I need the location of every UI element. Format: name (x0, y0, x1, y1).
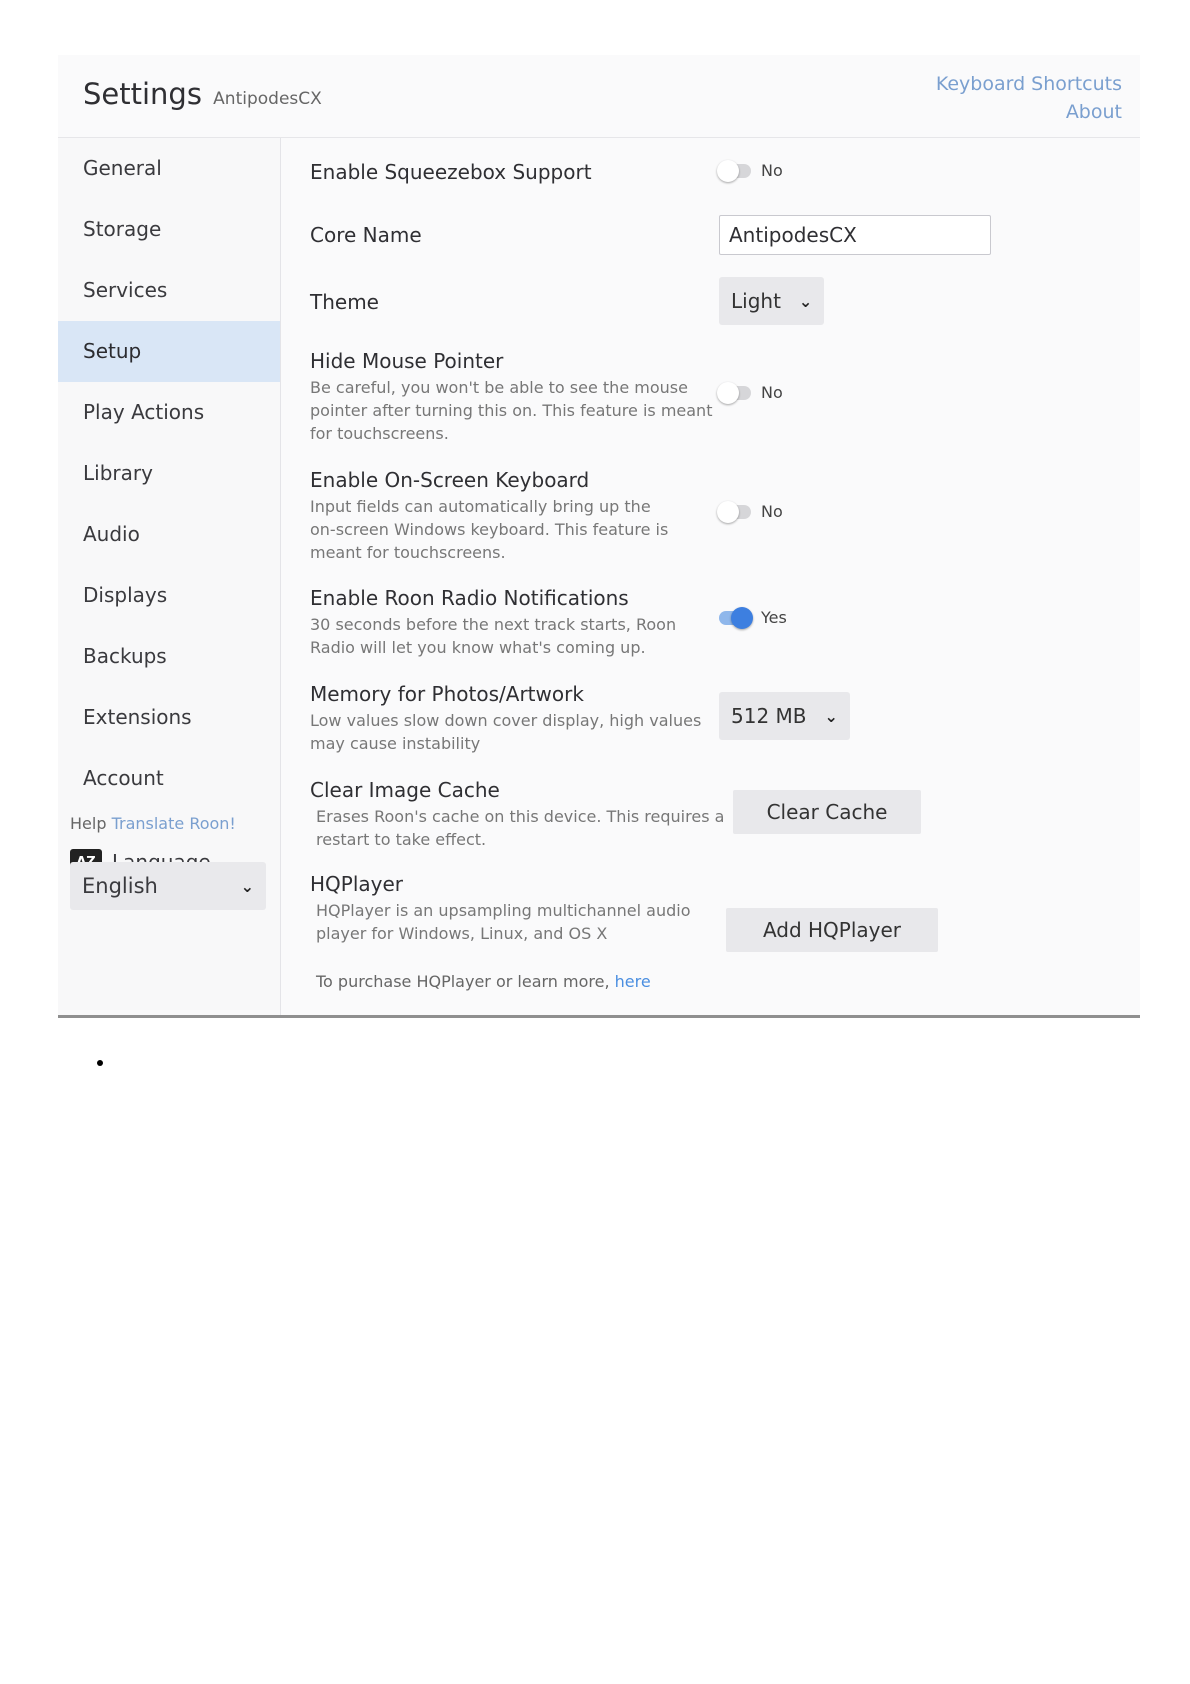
hide-mouse-value: No (761, 383, 783, 402)
core-subtitle: AntipodesCX (213, 89, 322, 109)
sidebar-item-services[interactable]: Services (83, 278, 168, 302)
keyboard-shortcuts-link[interactable]: Keyboard Shortcuts (935, 73, 1122, 95)
desc-line: Low values slow down cover display, high values (310, 711, 702, 730)
memory-row (310, 682, 701, 755)
desc-line: on-screen Windows keyboard. This feature is (310, 520, 669, 539)
sidebar-item-setup[interactable]: Setup (58, 321, 280, 382)
sidebar-item-storage[interactable]: Storage (83, 217, 162, 241)
cache-label: Clear Image Cache (310, 778, 500, 802)
keyboard-row (310, 468, 668, 564)
sidebar-item-backups[interactable]: Backups (83, 644, 167, 668)
radio-value: Yes (761, 608, 787, 627)
theme-label: Theme (310, 290, 379, 314)
sidebar-item-account[interactable]: Account (83, 766, 164, 790)
hide-mouse-label: Hide Mouse Pointer (310, 349, 504, 373)
toggle-knob (717, 501, 739, 523)
theme-row (310, 290, 379, 314)
squeezebox-value: No (761, 161, 783, 180)
sidebar-item-extensions[interactable]: Extensions (83, 705, 192, 729)
toggle-track (719, 505, 751, 519)
desc-line: HQPlayer is an upsampling multichannel audio (316, 901, 691, 920)
keyboard-value: No (761, 502, 783, 521)
core-name-field[interactable]: AntipodesCX (719, 215, 991, 255)
desc-line: pointer after turning this on. This feature is meant (310, 401, 713, 420)
sidebar-item-displays[interactable]: Displays (83, 583, 168, 607)
chevron-down-icon: ⌄ (798, 291, 813, 311)
keyboard-label: Enable On-Screen Keyboard (310, 468, 590, 492)
squeezebox-row (310, 160, 592, 184)
purchase-here-link[interactable]: here (614, 972, 651, 991)
sidebar-item-play-actions[interactable]: Play Actions (83, 400, 205, 424)
theme-select[interactable] (719, 277, 824, 325)
sidebar-item-audio[interactable]: Audio (83, 522, 140, 546)
help-label: Help (70, 814, 107, 833)
page-title (83, 77, 322, 111)
sidebar-item-general[interactable]: General (83, 156, 162, 180)
hide-mouse-row (310, 349, 712, 445)
hqplayer-desc (310, 899, 690, 945)
radio-toggle[interactable] (719, 608, 787, 627)
squeezebox-label: Enable Squeezebox Support (310, 160, 592, 184)
desc-line: restart to take effect. (316, 830, 487, 849)
memory-label: Memory for Photos/Artwork (310, 682, 584, 706)
desc-line: Input fields can automatically bring up the (310, 497, 651, 516)
list-bullet (97, 1060, 103, 1066)
header-links (936, 70, 1122, 126)
memory-value: 512 MB (731, 704, 807, 728)
hide-mouse-desc (310, 376, 712, 445)
core-name-row (310, 223, 422, 247)
purchase-text: To purchase HQPlayer or learn more, (316, 972, 610, 991)
clear-cache-button[interactable]: Clear Cache (733, 790, 921, 834)
desc-line: meant for touchscreens. (310, 543, 506, 562)
core-name-label: Core Name (310, 223, 422, 247)
language-value: English (82, 874, 158, 898)
radio-label: Enable Roon Radio Notifications (310, 586, 629, 610)
title-text: Settings (83, 77, 202, 111)
hide-mouse-toggle[interactable] (719, 383, 783, 402)
radio-row (310, 586, 676, 659)
language-select[interactable] (70, 862, 266, 910)
memory-desc (310, 709, 701, 755)
desc-line: Be careful, you won't be able to see the mouse (310, 378, 688, 397)
desc-line: for touchscreens. (310, 424, 449, 443)
help-translate (70, 814, 236, 833)
radio-desc (310, 613, 676, 659)
desc-line: Erases Roon's cache on this device. This requires a (316, 807, 725, 826)
toggle-track (719, 611, 751, 625)
chevron-down-icon: ⌄ (240, 876, 254, 896)
cache-desc (310, 805, 724, 851)
toggle-track (719, 164, 751, 178)
squeezebox-toggle[interactable] (719, 161, 783, 180)
cache-row (310, 778, 724, 851)
desc-line: 30 seconds before the next track starts, Roon (310, 615, 677, 634)
toggle-knob (717, 382, 739, 404)
sidebar-item-library[interactable]: Library (83, 461, 153, 485)
toggle-knob (731, 607, 753, 629)
desc-line: Radio will let you know what's coming up. (310, 638, 646, 657)
memory-select[interactable] (719, 692, 850, 740)
keyboard-toggle[interactable] (719, 502, 783, 521)
settings-header (58, 55, 1140, 138)
toggle-knob (717, 160, 739, 182)
chevron-down-icon: ⌄ (824, 706, 838, 726)
hqplayer-label: HQPlayer (310, 872, 404, 896)
add-hqplayer-button[interactable]: Add HQPlayer (726, 908, 938, 952)
toggle-track (719, 386, 751, 400)
keyboard-desc (310, 495, 668, 564)
hqplayer-purchase (316, 972, 651, 991)
settings-panel (58, 55, 1140, 1018)
desc-line: may cause instability (310, 734, 481, 753)
hqplayer-row (310, 872, 690, 945)
translate-roon-link[interactable]: Translate Roon! (111, 814, 236, 833)
about-link[interactable]: About (1065, 101, 1122, 123)
desc-line: player for Windows, Linux, and OS X (316, 924, 608, 943)
theme-value: Light (731, 289, 781, 313)
